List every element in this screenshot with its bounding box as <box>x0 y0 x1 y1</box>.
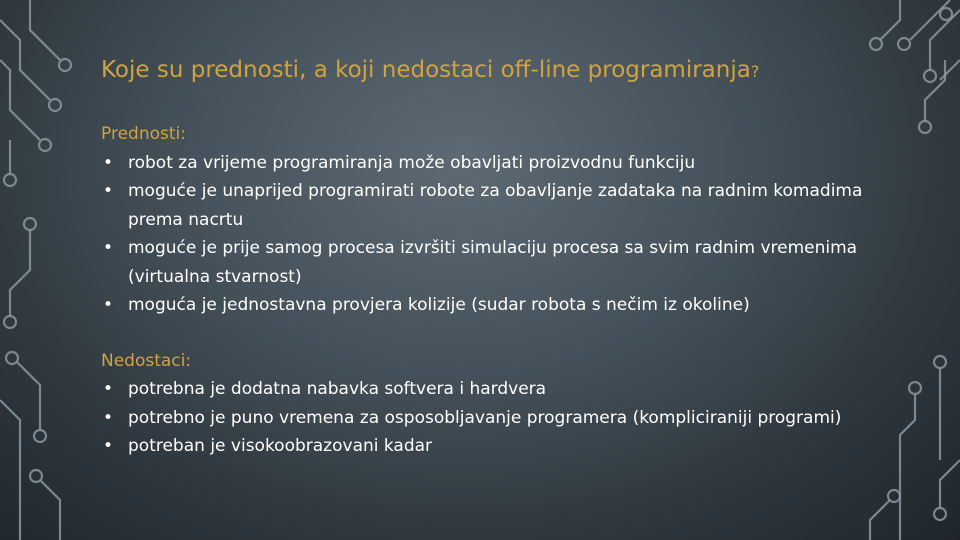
slide-title-text: Koje su prednosti, a koji nedostaci off-line programiranja <box>101 57 751 83</box>
disadvantages-list <box>101 375 881 461</box>
bullet-icon: • <box>103 181 114 201</box>
advantages-section <box>101 120 881 320</box>
bullet-icon: • <box>103 407 114 428</box>
list-item <box>101 375 881 404</box>
bullet-icon: • <box>103 379 114 399</box>
section-spacer <box>101 320 881 347</box>
list-item-text: potrebna je dodatna nabavka softvera i hardvera <box>128 379 547 399</box>
list-item-text: robot za vrijeme programiranja može obavljati proizvodnu funkciju <box>128 152 696 173</box>
disadvantages-heading: Nedostaci: <box>101 350 192 371</box>
bullet-icon: • <box>103 238 114 258</box>
bullet-icon: • <box>103 152 114 173</box>
slide-title <box>101 54 901 88</box>
advantages-list <box>101 149 881 320</box>
list-item-text: potrebno je puno vremena za osposobljavanje programera (kompliciraniji programi) <box>128 407 842 428</box>
list-item-text: moguće je unaprijed programirati robote za obavljanje zadataka na radnim komadima prema nacrtu <box>128 181 863 230</box>
list-item-text: moguće je prije samog procesa izvršiti simulaciju procesa sa svim radnim vremenima (virtualna stvarnost) <box>128 238 858 287</box>
list-item <box>101 291 881 320</box>
list-item <box>101 432 881 461</box>
bullet-icon: • <box>103 295 114 315</box>
list-item <box>101 404 881 433</box>
list-item-text: potreban je visokoobrazovani kadar <box>128 436 433 456</box>
bullet-icon: • <box>103 436 114 456</box>
list-item <box>101 149 881 178</box>
slide-content <box>101 120 881 461</box>
title-question-mark: ? <box>750 62 760 81</box>
advantages-heading: Prednosti: <box>101 124 186 144</box>
list-item <box>101 177 881 234</box>
list-item <box>101 234 881 291</box>
list-item-text: moguća je jednostavna provjera kolizije (sudar robota s nečim iz okoline) <box>128 295 750 315</box>
disadvantages-section <box>101 347 881 461</box>
